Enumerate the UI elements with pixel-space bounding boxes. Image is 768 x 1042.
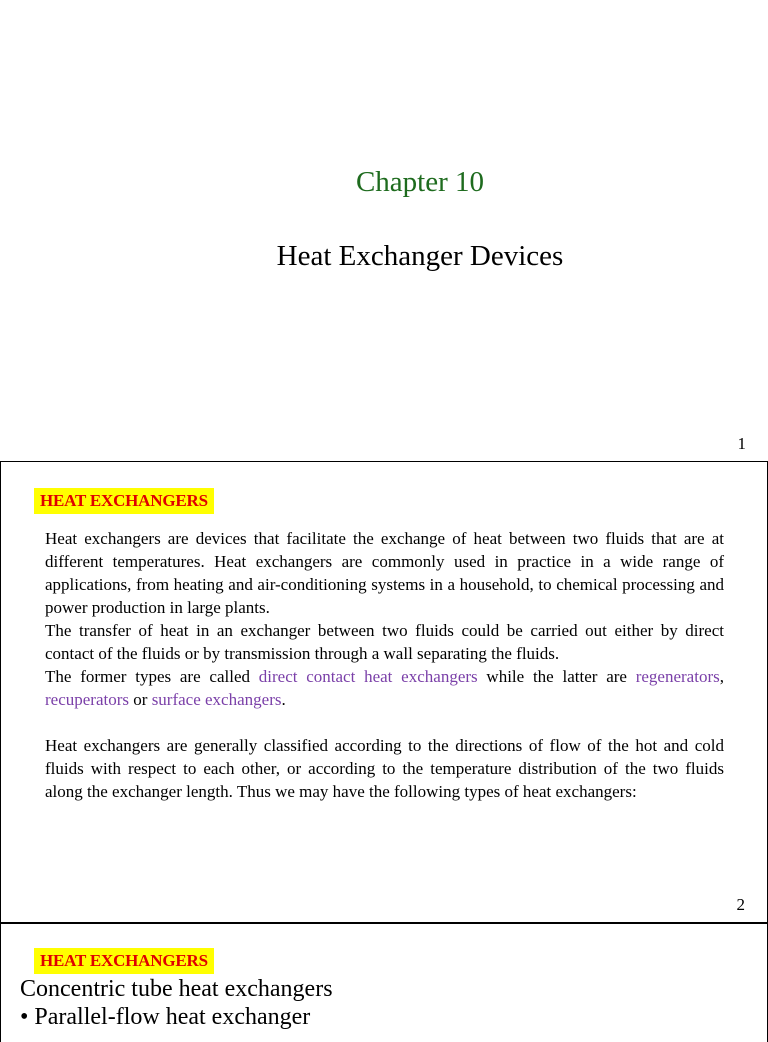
chapter-title: Heat Exchanger Devices (276, 240, 564, 272)
keyword-direct-contact: direct contact heat exchangers (258, 667, 478, 686)
keyword-recuperators: recuperators (45, 690, 130, 709)
page-number-1: 1 (737, 434, 746, 453)
chapter-label: Chapter 10 (355, 166, 485, 198)
para3-text-b: while the latter are (477, 667, 636, 686)
slide-2-body (45, 527, 724, 803)
paragraph-end: . (281, 690, 286, 709)
slide-2 (0, 461, 768, 924)
section-heading-3: HEAT EXCHANGERS (34, 948, 214, 974)
paragraph-2: The transfer of heat in an exchanger between two fluids could be carried out either by direct contact of the fluids or by transmission through a wall separating the fluids. (45, 621, 724, 663)
separator-1: , (719, 667, 724, 686)
slide-3 (0, 922, 768, 1042)
paragraph-4: Heat exchangers are generally classified according to the directions of flow of the hot and cold fluids with respect to each other, or according to the temperature distribution of the two fluids along the exchanger length. Thus we may have the following types of heat exchangers: (45, 736, 724, 801)
slide-3-subtitle: Concentric tube heat exchangers (20, 976, 333, 1002)
separator-2: or (129, 690, 152, 709)
paragraph-3 (45, 665, 724, 711)
section-heading: HEAT EXCHANGERS (34, 488, 214, 514)
para3-text-a: The former types are called (45, 667, 259, 686)
bullet-item: • Parallel-flow heat exchanger (20, 1004, 311, 1030)
page-number-2: 2 (736, 895, 745, 914)
keyword-regenerators: regenerators (635, 667, 720, 686)
keyword-surface-exchangers: surface exchangers (151, 690, 282, 709)
blank-line (45, 711, 724, 734)
paragraph-1: Heat exchangers are devices that facilitate the exchange of heat between two fluids that are at different temperatures. Heat exchangers are commonly used in practice in a wide range of applications, from heating and air-conditioning systems in a household, to chemical processing and power production in large plants. (45, 529, 724, 617)
slide-1 (0, 0, 768, 461)
